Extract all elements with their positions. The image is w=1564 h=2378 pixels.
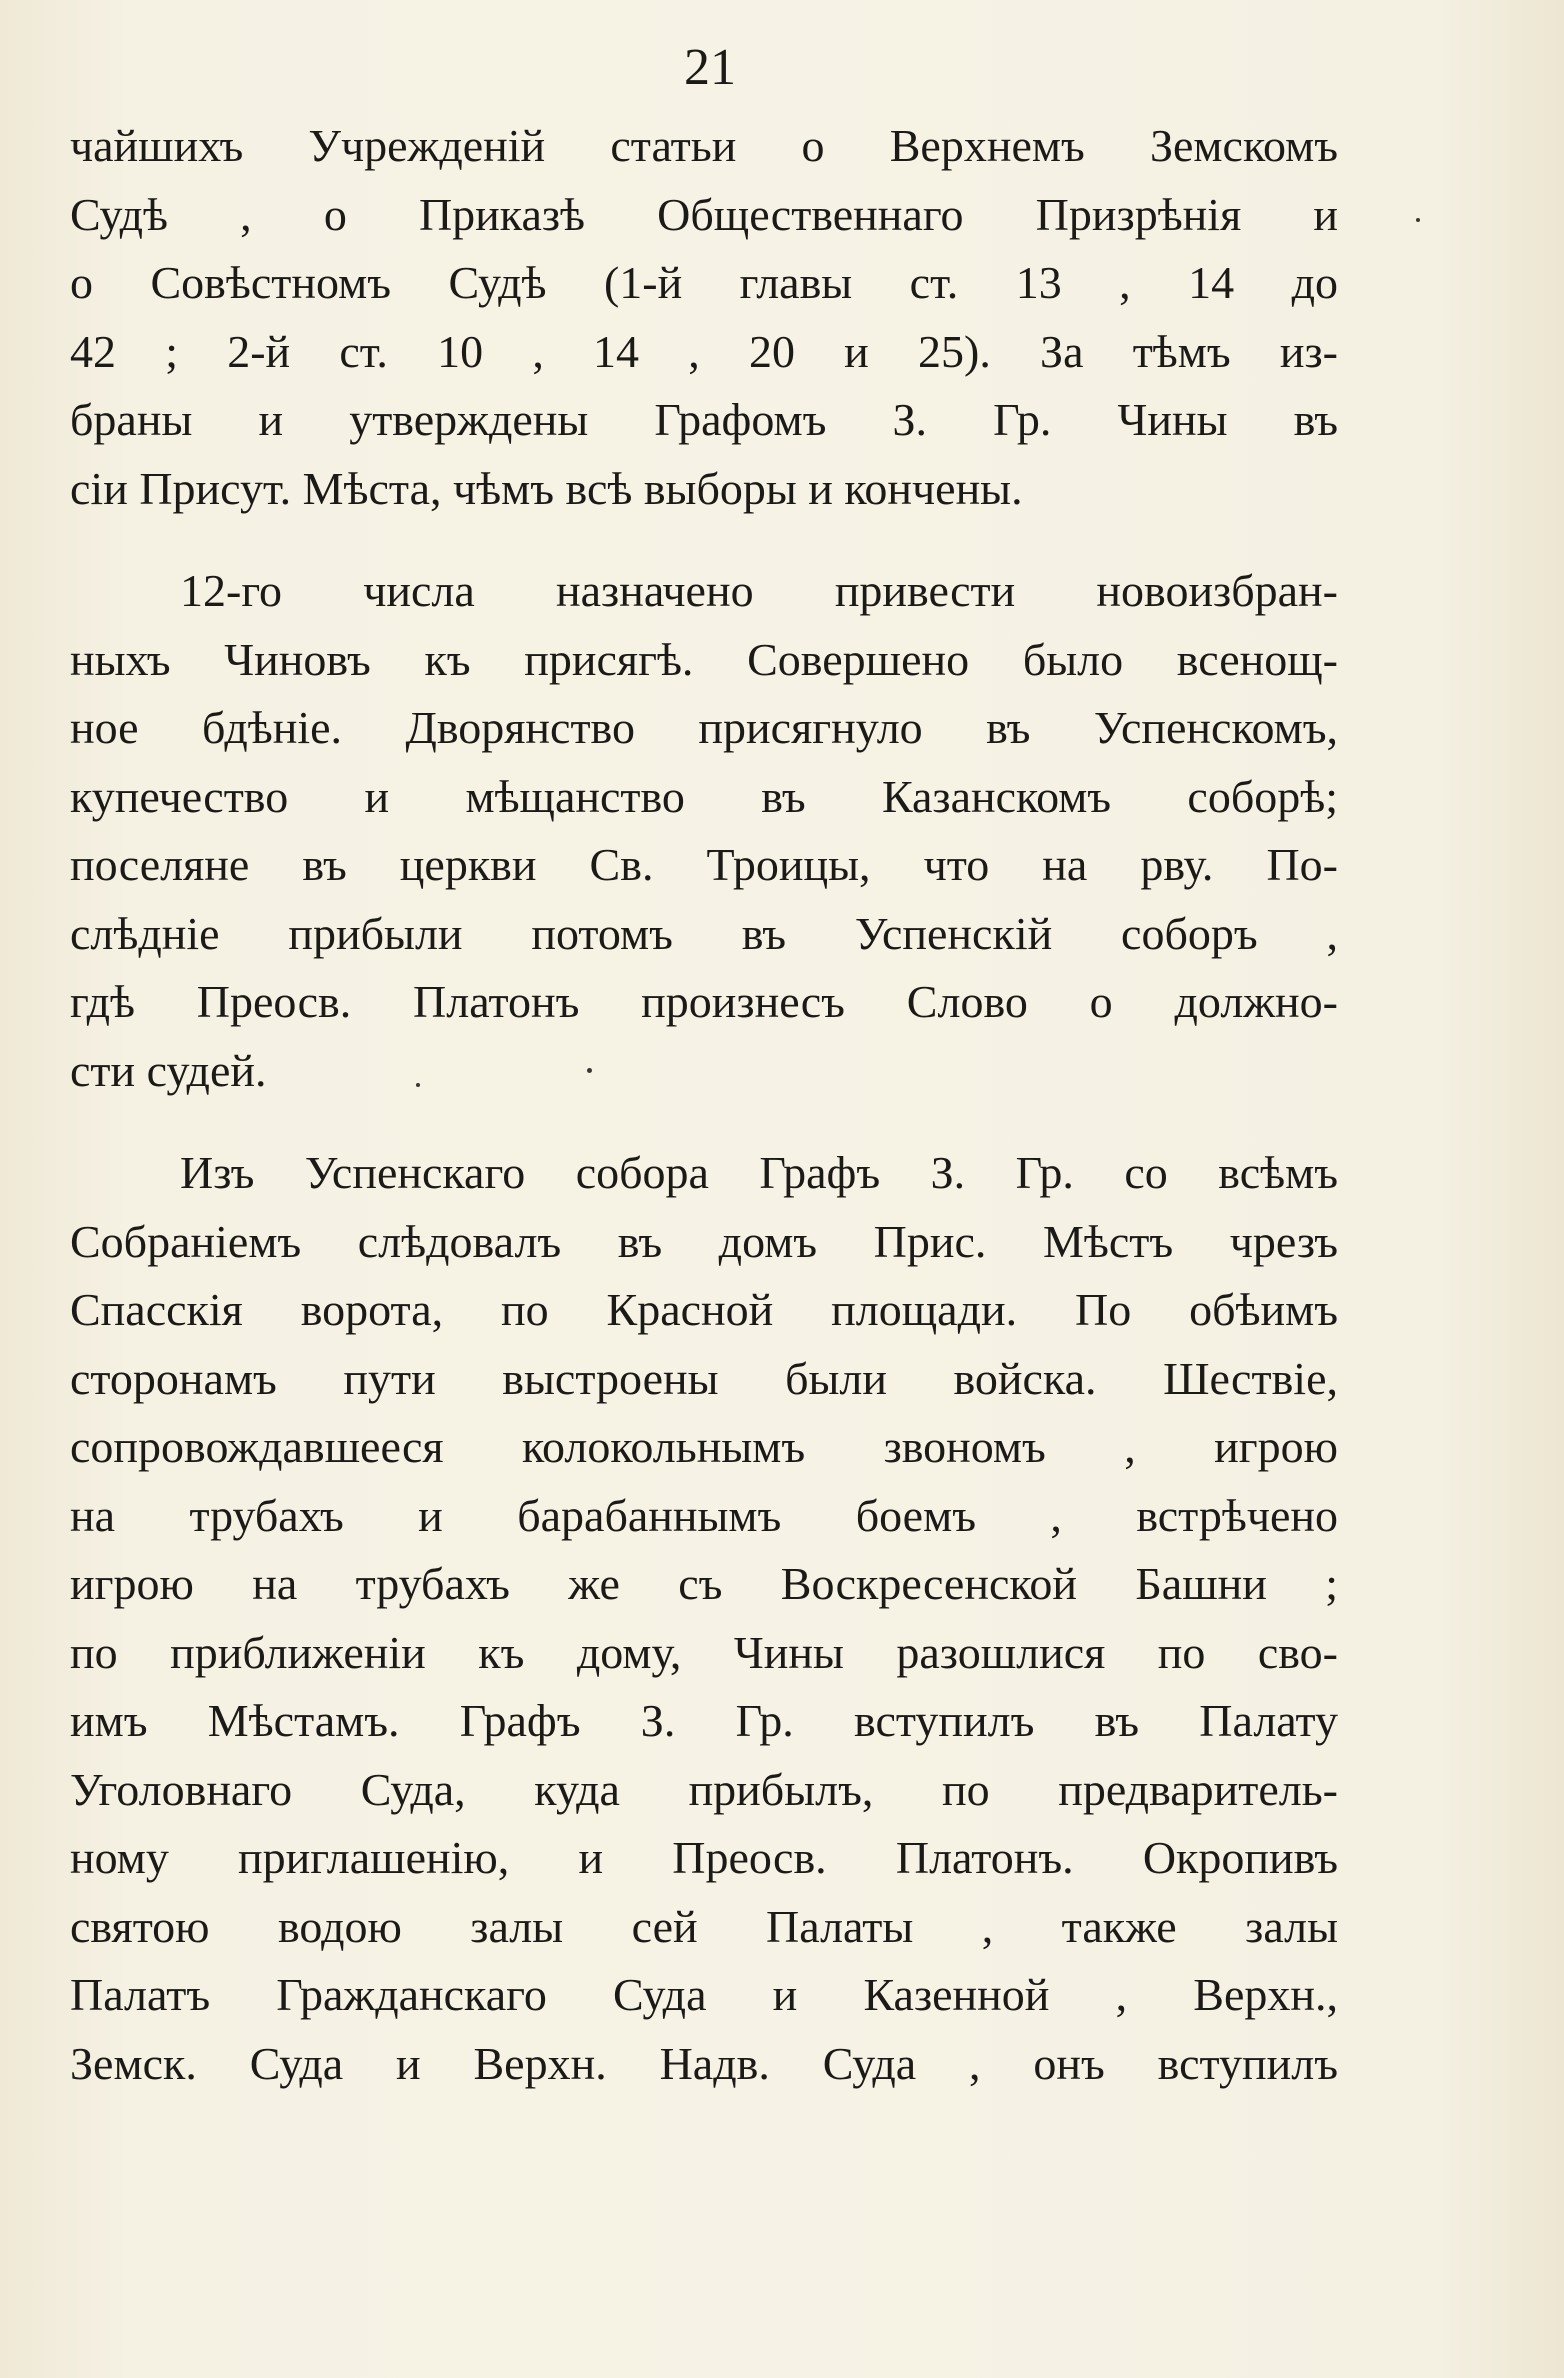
text-line: святою водою залы сей Палаты , также залы [70,1900,1338,1952]
text-line: купечество и мѣщанство въ Казанскомъ соборѣ; [70,770,1338,822]
text-line: гдѣ Преосв. Платонъ произнесъ Слово о должно- [70,976,1338,1027]
paragraph-gap [70,523,1338,557]
paper-speck [416,1083,420,1087]
text-line: сіи Присут. Мѣста, чѣмъ всѣ выборы и кончены. [70,462,1023,514]
paragraph-gap [70,1105,1338,1139]
text-line: ныхъ Чиновъ къ присягѣ. Совершено было всенощ- [70,633,1338,685]
text-line: Палатъ Гражданскаго Суда и Казенной , Верхн., [70,1969,1338,2020]
page-number: 21 [684,39,736,96]
text-line: сопровождавшееся колокольнымъ звономъ , игрою [70,1421,1338,1472]
text-line: 12-го числа назначено привести новоизбран- [180,565,1338,616]
text-line: чайшихъ Учрежденій статьи о Верхнемъ Земскомъ [70,120,1338,171]
text-line: на трубахъ и барабаннымъ боемъ , встрѣчено [70,1489,1338,1541]
text-line: Судѣ , о Приказѣ Общественнаго Призрѣнія и [70,188,1338,240]
text-line: сти судей. [70,1044,267,1096]
text-line: ному приглашенію, и Преосв. Платонъ. Окропивъ [70,1832,1338,1883]
text-line: Спасскія ворота, по Красной площади. По обѣимъ [70,1284,1338,1335]
text-line: ное бдѣніе. Дворянство присягнуло въ Успенскомъ, [70,702,1338,753]
body-text [70,112,1338,2098]
paper-speck [1416,218,1420,222]
text-line: о Совѣстномъ Судѣ (1-й главы ст. 13 , 14 до [70,257,1338,308]
text-line: по приближеніи къ дому, Чины разошлися по сво- [70,1626,1338,1678]
paragraph-1 [70,112,1338,523]
text-line: браны и утверждены Графомъ З. Гр. Чины въ [70,394,1338,445]
text-line: Собраніемъ слѣдовалъ въ домъ Прис. Мѣстъ чрезъ [70,1215,1338,1267]
paragraph-3 [70,1139,1338,2098]
text-line: Уголовнаго Суда, куда прибылъ, по предваритель- [70,1763,1338,1815]
text-line: поселяне въ церкви Св. Троицы, что на рву. По- [70,839,1338,890]
text-line: слѣдніе прибыли потомъ въ Успенскій соборъ , [70,907,1338,959]
text-line: Земск. Суда и Верхн. Надв. Суда , онъ вступилъ [70,2037,1338,2089]
paper-speck [587,1068,592,1073]
text-line: Изъ Успенскаго собора Графъ З. Гр. со всѣмъ [180,1147,1338,1198]
text-line: сторонамъ пути выстроены были войска. Шествіе, [70,1352,1338,1404]
paragraph-2 [70,557,1338,1105]
text-line: имъ Мѣстамъ. Графъ З. Гр. вступилъ въ Палату [70,1695,1338,1746]
text-line: игрою на трубахъ же съ Воскресенской Башни ; [70,1558,1338,1609]
text-line: 42 ; 2-й ст. 10 , 14 , 20 и 25). За тѣмъ из- [70,325,1338,377]
